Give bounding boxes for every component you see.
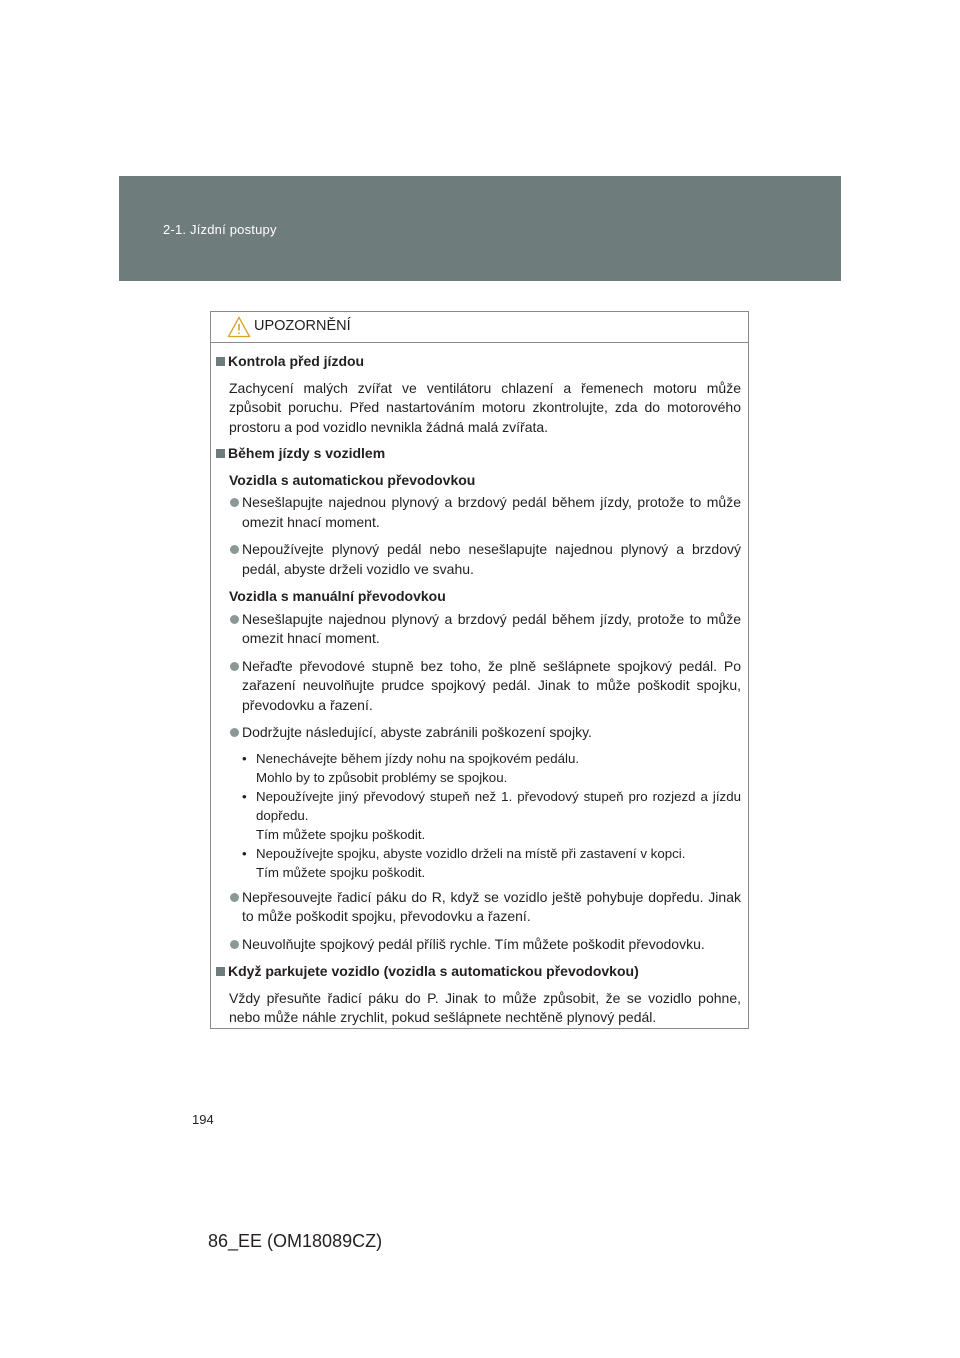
subheading: Vozidla s automatickou převodovkou	[229, 471, 476, 488]
list-item: Nepřesouvejte řadicí páku do R, když se vozidlo ještě pohybuje dopředu. Jinak to může poškodit spojku, převodovku a řazení.	[216, 888, 741, 927]
page-number: 194	[192, 1112, 214, 1127]
paragraph: Vždy přesuňte řadicí páku do P. Jinak to může způsobit, že se vozidlo pohne, nebo může náhle zrychlit, pokud sešlápnete nechtěně plynový pedál.	[229, 989, 741, 1025]
list-item: Nesešlapujte najednou plynový a brzdový pedál během jízdy, protože to může omezit hnací moment.	[216, 610, 741, 649]
square-bullet-icon	[216, 967, 225, 976]
warning-title: UPOZORNĚNÍ	[254, 318, 351, 334]
document-code: 86_EE (OM18089CZ)	[208, 1231, 383, 1251]
sub-bullet: • Nepoužívejte jiný převodový stupeň než 1. převodový stupeň pro rozjezd a jízdu dopředu. Tím můžete spojku poškodit.	[242, 788, 741, 842]
circle-bullet-icon	[230, 615, 239, 624]
circle-bullet-icon	[230, 545, 239, 554]
circle-bullet-icon	[230, 662, 239, 671]
warning-header	[211, 312, 748, 343]
section-heading: Kontrola před jízdou	[216, 352, 741, 372]
section-heading: Když parkujete vozidlo (vozidla s automatickou převodovkou)	[216, 962, 741, 982]
warning-box	[210, 311, 749, 1029]
subheading: Vozidla s manuální převodovkou	[229, 588, 446, 604]
list-item: Nesešlapujte najednou plynový a brzdový pedál během jízdy, protože to může omezit hnací moment.	[216, 493, 741, 532]
section-title: 2-1. Jízdní postupy	[163, 222, 277, 237]
square-bullet-icon	[216, 357, 225, 366]
list-item: Neřaďte převodové stupně bez toho, že plně sešlápnete spojkový pedál. Po zařazení neuvolňujte prudce spojkový pedál. Jinak to může poškodit spojku, převodovku a řazení.	[216, 657, 741, 716]
warning-triangle-icon	[227, 316, 251, 338]
circle-bullet-icon	[230, 940, 239, 949]
circle-bullet-icon	[230, 498, 239, 507]
circle-bullet-icon	[230, 893, 239, 902]
sub-bullet: • Nenechávejte během jízdy nohu na spojkovém pedálu. Mohlo by to způsobit problémy se spojkou.	[242, 750, 580, 785]
section-heading: Během jízdy s vozidlem	[216, 444, 741, 464]
circle-bullet-icon	[230, 728, 239, 737]
header-band	[119, 176, 841, 281]
list-item: Nepoužívejte plynový pedál nebo nesešlapujte najednou plynový a brzdový pedál, abyste drželi vozidlo ve svahu.	[216, 540, 741, 579]
sub-bullet-list	[216, 749, 741, 882]
square-bullet-icon	[216, 449, 225, 458]
list-item: Dodržujte následující, abyste zabránili poškození spojky.	[216, 723, 741, 743]
paragraph: Zachycení malých zvířat ve ventilátoru chlazení a řemenech motoru může způsobit poruchu. Před nastartováním motoru zkontrolujte, zda do motorového prostoru a pod vozidlo nevnikla žádná malá zvířata.	[229, 379, 741, 435]
list-item: Neuvolňujte spojkový pedál příliš rychle. Tím můžete poškodit převodovku.	[216, 935, 741, 955]
warning-content	[211, 343, 748, 1028]
sub-bullet: • Nepoužívejte spojku, abyste vozidlo drželi na místě při zastavení v kopci. Tím můžete spojku poškodit.	[242, 845, 686, 880]
